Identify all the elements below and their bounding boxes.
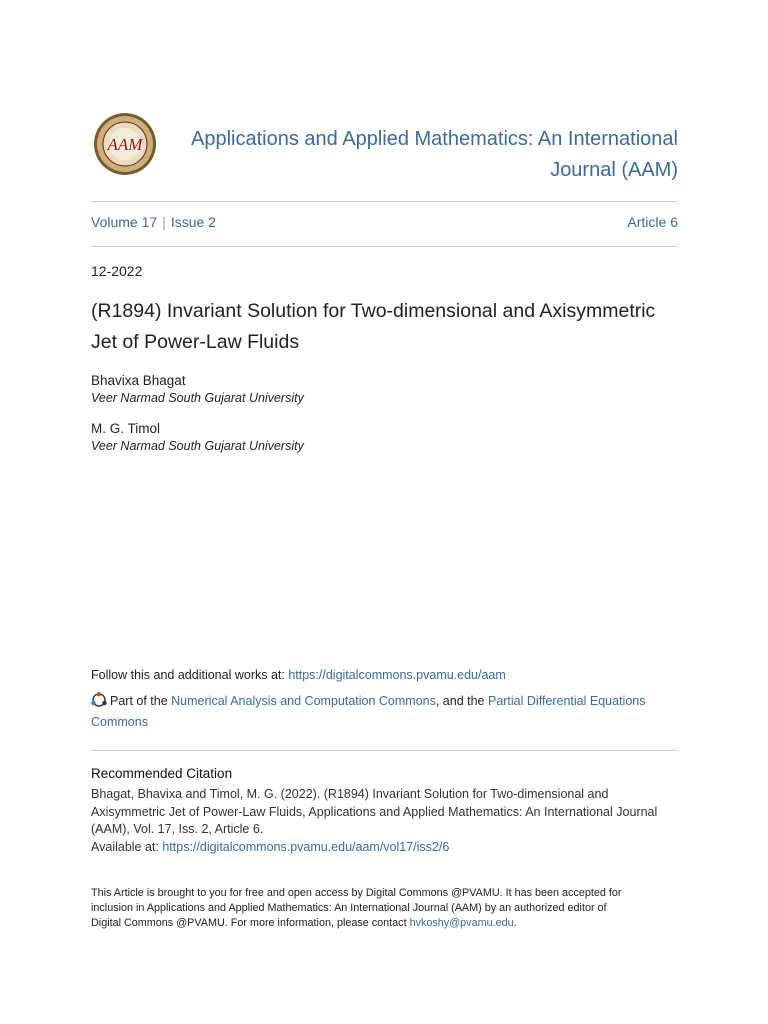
part-of-prefix: Part of the (110, 694, 172, 708)
part-of-middle: , and the (435, 694, 488, 708)
footer-suffix: . (513, 917, 517, 929)
journal-title[interactable] (178, 124, 678, 186)
volume-link[interactable]: Volume 17 (91, 214, 158, 230)
citation-line: (AAM), Vol. 17, Iss. 2, Article 6. (91, 822, 264, 836)
pde-commons-link[interactable]: Commons (91, 715, 148, 729)
issue-link[interactable]: Issue 2 (170, 214, 216, 230)
access-statement (91, 886, 678, 931)
journal-title-line[interactable]: Applications and Applied Mathematics: An International (191, 128, 678, 150)
aam-seal-logo[interactable] (93, 112, 157, 176)
available-prefix: Available at: (91, 839, 163, 854)
citation-line: Bhagat, Bhavixa and Timol, M. G. (2022). (R1894) Invariant Solution for Two-dimensional and (91, 787, 609, 801)
title-line: (R1894) Invariant Solution for Two-dimensional and Axisymmetric (91, 300, 656, 322)
author-name: M. G. Timol (91, 421, 161, 436)
footer-contact-prefix: Digital Commons @PVAMU. For more information, please contact (91, 917, 410, 929)
author-name: Bhavixa Bhagat (91, 373, 186, 388)
citation-body (91, 786, 678, 856)
footer-line (91, 916, 678, 931)
publication-date: 12-2022 (91, 263, 143, 279)
issue-bar (91, 214, 678, 230)
follow-prefix: Follow this and additional works at: (91, 668, 289, 682)
numerical-analysis-commons-link[interactable]: Numerical Analysis and Computation Commons (171, 694, 436, 708)
citation-heading: Recommended Citation (91, 766, 233, 781)
article-title (91, 296, 691, 358)
part-of-line (91, 691, 678, 733)
author-affiliation: Veer Narmad South Gujarat University (91, 439, 304, 453)
article-link[interactable]: Article 6 (627, 214, 678, 230)
article-url-link[interactable]: https://digitalcommons.pvamu.edu/aam/vol17/iss2/6 (162, 839, 450, 854)
citation-availability (91, 839, 678, 857)
svg-text:AAM: AAM (107, 135, 143, 154)
journal-title-line[interactable]: Journal (AAM) (550, 159, 678, 181)
citation-line: Axisymmetric Jet of Power-Law Fluids, Applications and Applied Mathematics: An International Journal (91, 804, 658, 819)
commons-network-icon (91, 692, 107, 708)
contact-email-link[interactable]: hvkoshy@pvamu.edu (409, 917, 514, 929)
footer-line: This Article is brought to you for free and open access by Digital Commons @PVAMU. It has been accepted for (91, 887, 622, 899)
divider (91, 246, 678, 247)
author-affiliation: Veer Narmad South Gujarat University (91, 391, 304, 405)
follow-line (91, 668, 506, 682)
divider (91, 750, 678, 751)
divider (91, 201, 678, 202)
journal-header (91, 110, 678, 190)
footer-line: inclusion in Applications and Applied Mathematics: An International Journal (AAM) by an authorized editor of (91, 902, 607, 914)
separator: | (162, 214, 166, 230)
title-line: Jet of Power-Law Fluids (91, 331, 300, 353)
pde-commons-link[interactable]: Partial Differential Equations (487, 694, 646, 708)
cover-page (91, 0, 678, 1024)
follow-link[interactable]: https://digitalcommons.pvamu.edu/aam (288, 668, 506, 682)
